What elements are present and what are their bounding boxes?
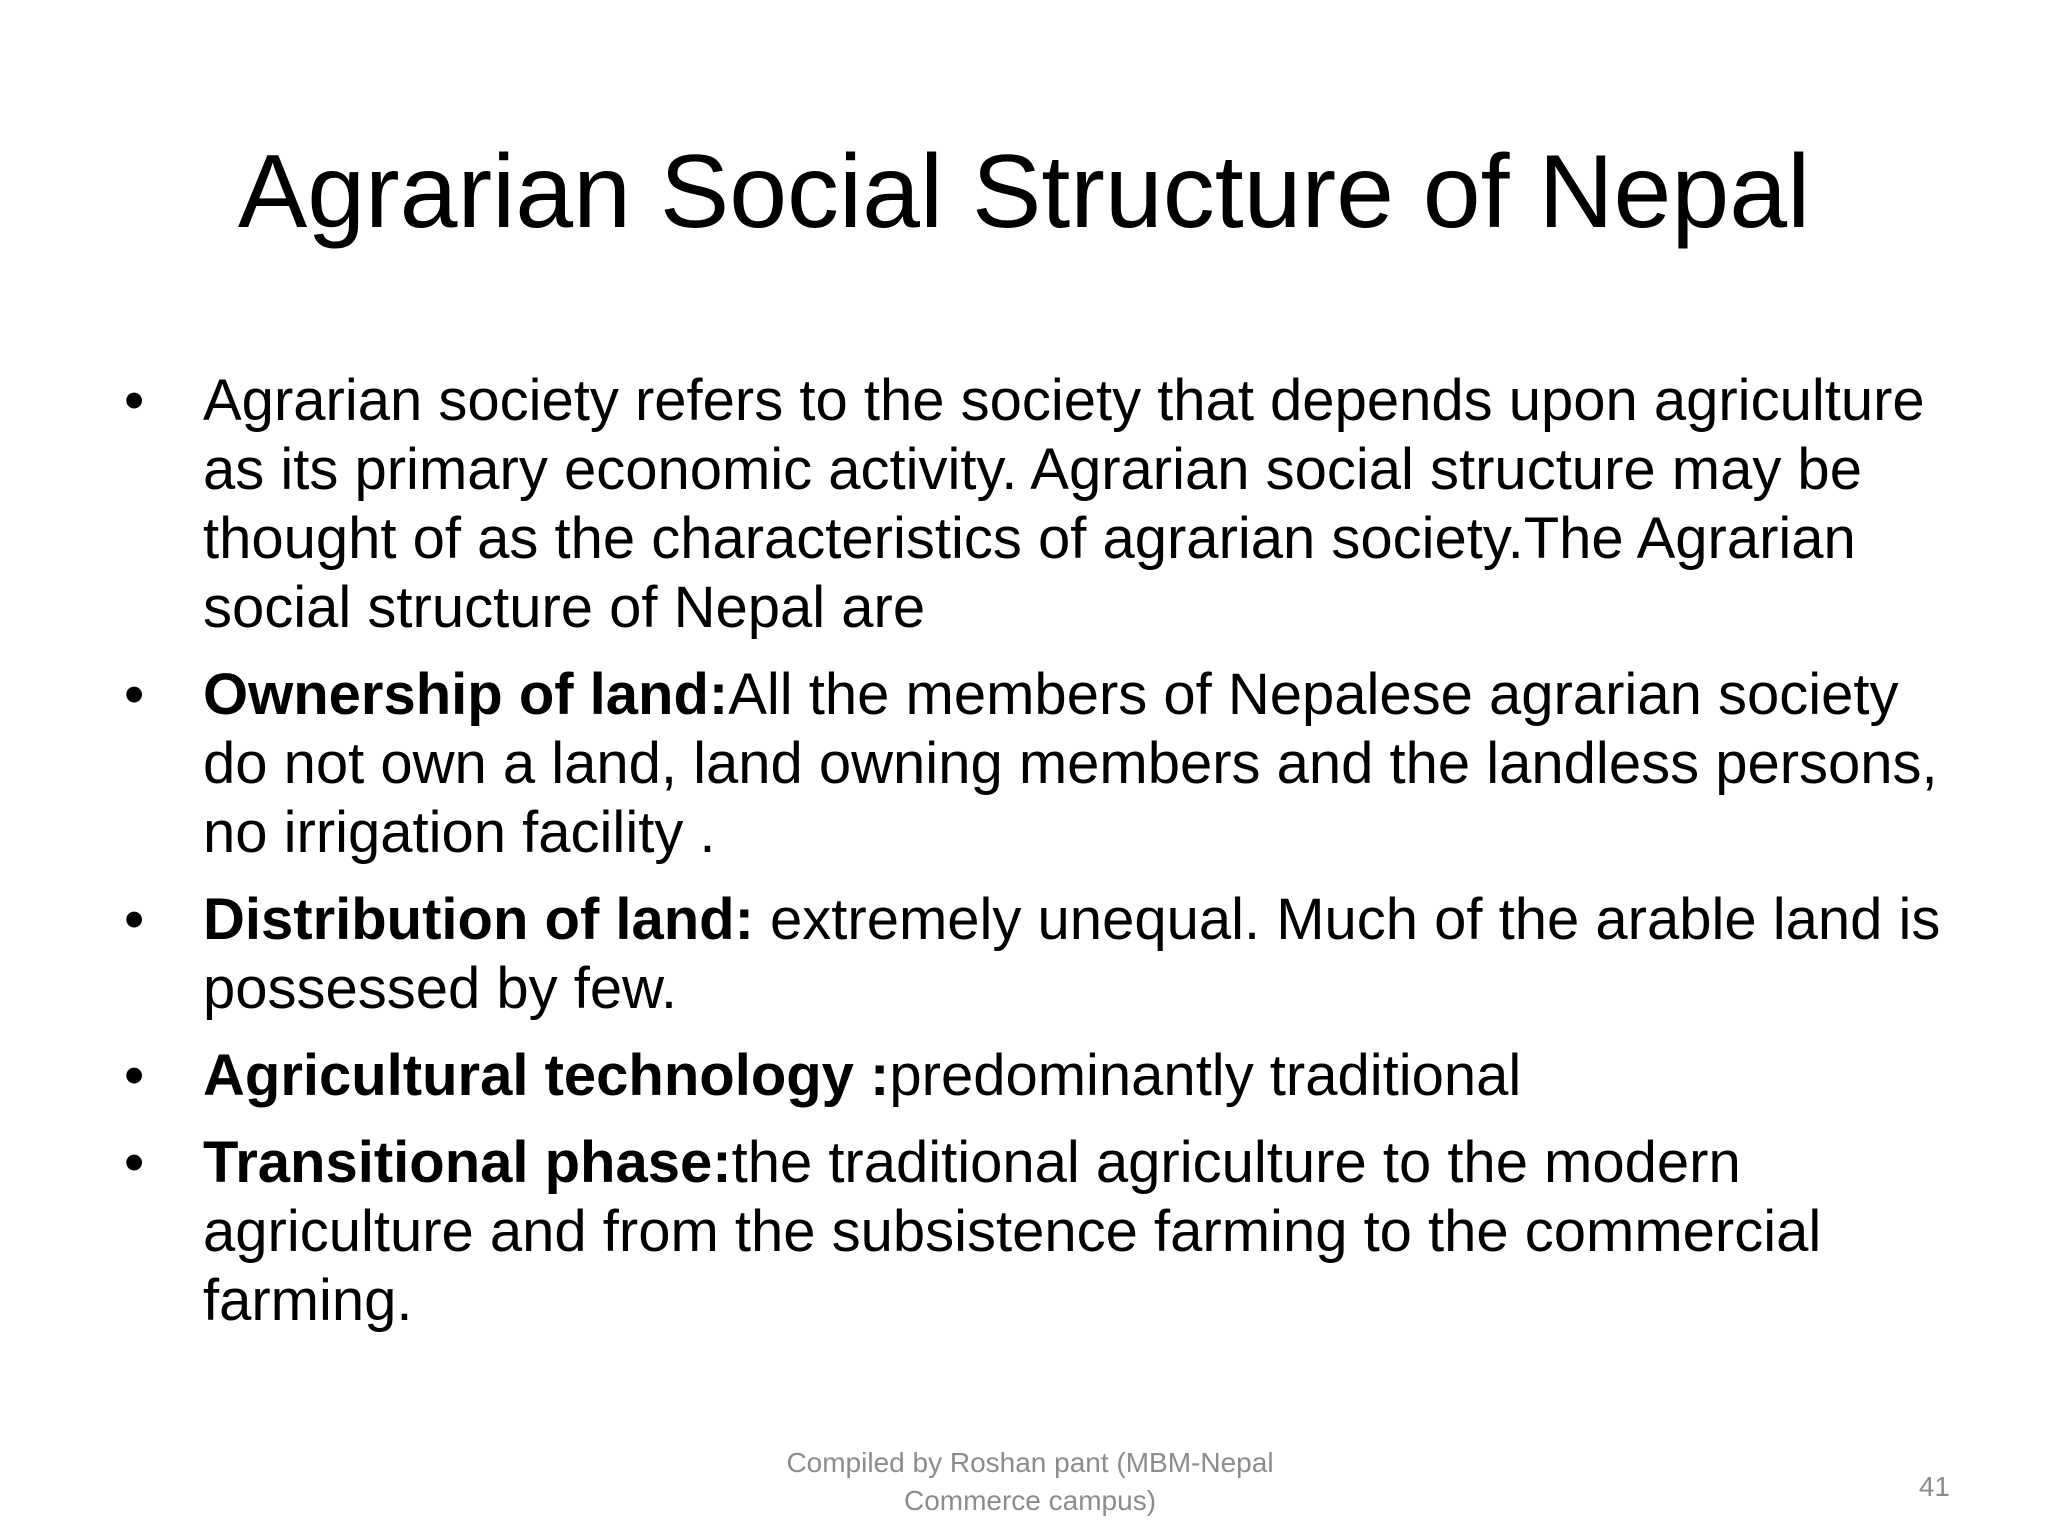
bullet-text: Agrarian society refers to the society that depends upon agriculture as its primary economic activity. Agrarian social structure may be thought of as the characteristics of agrarian society.The Agrarian social structure of Nepal are: [203, 368, 1925, 640]
bullet-text: All the members of Nepalese agrarian society do not own a land, land owning members and the landless persons, no irrigation facility .: [203, 662, 1938, 865]
bullet-dot: •: [124, 887, 145, 952]
bullet-item: [124, 1041, 1944, 1110]
bullet-text: predominantly traditional: [889, 1043, 1522, 1108]
bullet-text: the traditional agriculture to the modern agriculture and from the subsistence farming to the commercial farming.: [203, 1130, 1822, 1333]
bullet-text: extremely unequal. Much of the arable land is possessed by few.: [203, 887, 1957, 1021]
footer-credit: [690, 1444, 1370, 1520]
bullet-lead: Agricultural technology :: [203, 1043, 890, 1108]
bullet-lead: Ownership of land:: [203, 662, 729, 727]
footer-line-1: Compiled by Roshan pant (MBM-Nepal: [786, 1447, 1274, 1478]
slide-title: Agrarian Social Structure of Nepal: [237, 134, 1811, 250]
bullet-lead: Transitional phase:: [203, 1130, 732, 1195]
bullet-list: [124, 366, 1957, 1353]
bullet-item: [124, 660, 1944, 867]
footer-line-2: Commerce campus): [903, 1485, 1157, 1516]
bullet-item: [124, 1128, 1944, 1335]
bullet-dot: •: [124, 1130, 145, 1195]
bullet-dot: •: [124, 662, 145, 727]
bullet-dot: •: [124, 1043, 145, 1108]
bullet-dot: •: [124, 368, 145, 433]
bullet-item: [124, 366, 1944, 642]
bullet-item: [124, 885, 1957, 1023]
page-number: 41: [1918, 1471, 1950, 1502]
bullet-lead: Distribution of land:: [203, 887, 754, 952]
